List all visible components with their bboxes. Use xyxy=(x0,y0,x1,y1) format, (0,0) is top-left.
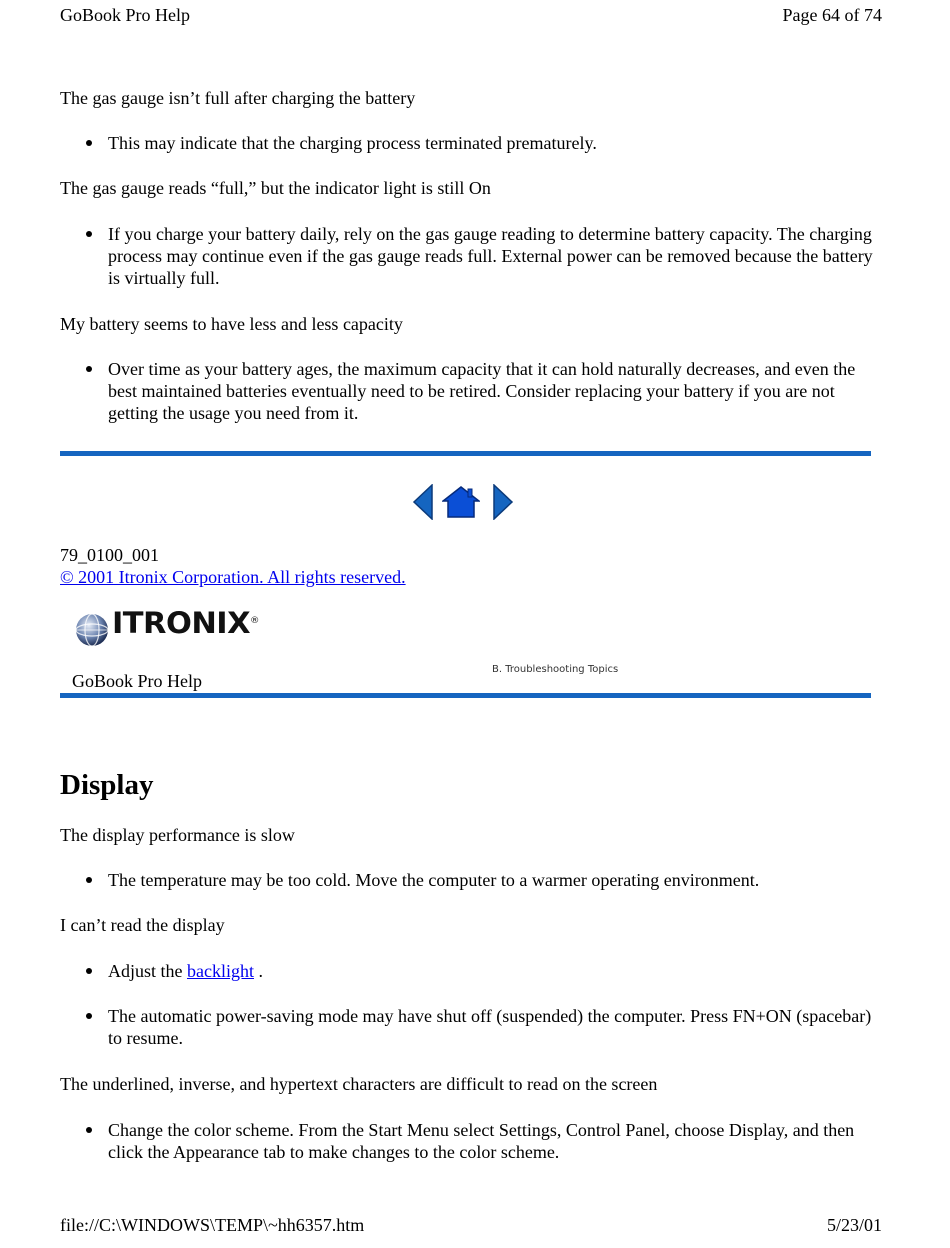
question-heading: I can’t read the display xyxy=(60,915,225,935)
bullet-icon xyxy=(86,1013,92,1019)
list-item: Change the color scheme. From the Start Menu select Settings, Control Panel, choose Display, and then click the Appearance tab to make changes to the color scheme. xyxy=(86,1119,886,1163)
home-icon[interactable] xyxy=(442,486,480,518)
question-heading: The gas gauge reads “full,” but the indicator light is still On xyxy=(60,178,491,198)
question-heading: My battery seems to have less and less capacity xyxy=(60,314,403,334)
logo-wordmark: ITRONIX® xyxy=(112,606,259,640)
copyright-link[interactable]: © 2001 Itronix Corporation. All rights reserved. xyxy=(60,567,406,587)
bullet-icon xyxy=(86,1127,92,1133)
divider xyxy=(60,693,871,698)
list-item: Adjust the backlight . xyxy=(86,960,886,982)
section-title: Display xyxy=(60,769,154,801)
divider xyxy=(60,451,871,456)
help-title: GoBook Pro Help xyxy=(72,671,202,691)
question-heading: The gas gauge isn’t full after charging the battery xyxy=(60,88,416,108)
list-item: This may indicate that the charging process terminated prematurely. xyxy=(86,132,886,154)
left-arrow-icon[interactable] xyxy=(412,484,434,520)
list-item: The temperature may be too cold. Move the computer to a warmer operating environment. xyxy=(86,869,886,891)
print-header-title: GoBook Pro Help xyxy=(60,5,190,25)
print-footer-date: 5/23/01 xyxy=(826,1215,882,1235)
list-item: If you charge your battery daily, rely on the gas gauge reading to determine battery capacity. The charging process may continue even if the gas gauge reads full. External power can be removed because the battery is virtually full. xyxy=(86,223,886,289)
list-item: Over time as your battery ages, the maximum capacity that it can hold naturally decreases, and even the best maintained batteries eventually need to be retired. Consider replacing your battery if you are not getting the usage you need from it. xyxy=(86,358,886,424)
question-heading: The display performance is slow xyxy=(60,825,295,845)
backlight-link[interactable]: backlight xyxy=(187,961,254,981)
breadcrumb: B. Troubleshooting Topics xyxy=(492,664,619,675)
bullet-icon xyxy=(86,877,92,883)
globe-icon xyxy=(74,612,110,648)
right-arrow-icon[interactable] xyxy=(492,484,514,520)
list-item: The automatic power-saving mode may have shut off (suspended) the computer. Press FN+ON (spacebar) to resume. xyxy=(86,1005,886,1049)
question-heading: The underlined, inverse, and hypertext characters are difficult to read on the screen xyxy=(60,1074,658,1094)
bullet-icon xyxy=(86,366,92,372)
print-footer-path: file://C:\WINDOWS\TEMP\~hh6357.htm xyxy=(60,1215,365,1235)
bullet-icon xyxy=(86,140,92,146)
bullet-icon xyxy=(86,231,92,237)
document-id: 79_0100_001 xyxy=(60,545,159,565)
print-header-page: Page 64 of 74 xyxy=(782,5,882,25)
bullet-icon xyxy=(86,968,92,974)
